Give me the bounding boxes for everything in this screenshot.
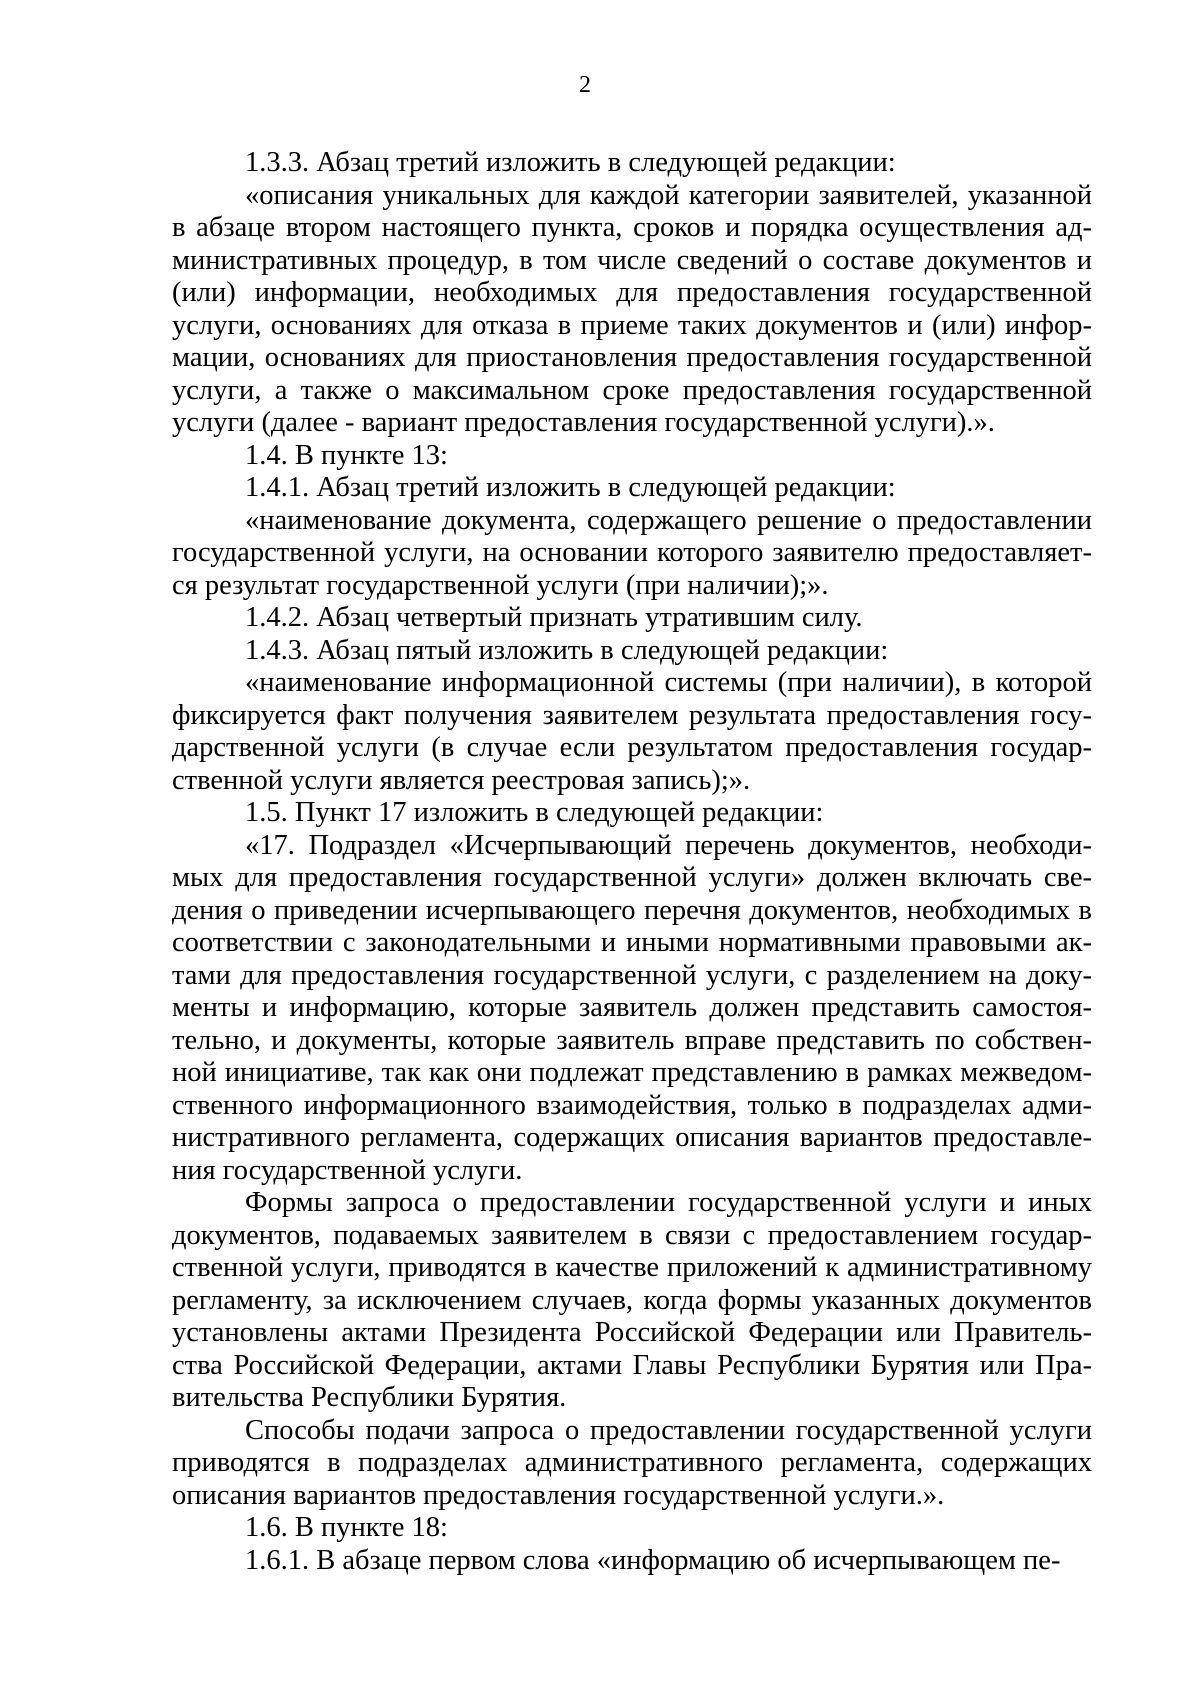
paragraph-quote-document-name: «наименование документа, содержащего решение о предоставлении государственной услуги, на основании которого заявителю предоставляется результат государственной услуги (при наличии);». bbox=[172, 504, 1092, 601]
paragraph-1-4-1: 1.4.1. Абзац третий изложить в следующей редакции: bbox=[245, 472, 896, 503]
paragraph-1-6: 1.6. В пункте 18: bbox=[245, 1512, 448, 1543]
paragraph-1-4: 1.4. В пункте 13: bbox=[245, 439, 448, 471]
paragraph-1-4-3: 1.4.3. Абзац пятый изложить в следующей редакции: bbox=[245, 634, 889, 666]
paragraph-request-forms: Формы запроса о предоставлении государственной услуги и иных документов, подаваемых заявителем в связи с предоставлением государственной услуги, приводятся в качестве приложений к административному регламенту, за исключением случаев, когда формы указанных документов установлены актами Президента Российской Федерации или Правительства Российской Федерации, актами Главы Республики Бурятия или Правительства Республики Бурятия. bbox=[172, 1187, 1092, 1413]
paragraph-1-3-3: 1.3.3. Абзац третий изложить в следующей редакции: bbox=[245, 147, 896, 178]
paragraph-quote-17: «17. Подраздел «Исчерпывающий перечень документов, необходимых для предоставления государственной услуги» должен включать сведения о приведении исчерпывающего перечня документов, необходимых в соответствии с законодательными и иными нормативными правовыми актами для предоставления государственной услуги, с разделением на документы и информацию, которые заявитель должен представить самостоятельно, и документы, которые заявитель вправе представить по собственной инициативе, так как они подлежат представлению в рамках межведомственного информационного взаимодействия, только в подразделах административного регламента, содержащих описания вариантов предоставления государственной услуги. bbox=[172, 829, 1092, 1186]
paragraph-quote-information-system: «наименование информационной системы (при наличии), в которой фиксируется факт получения заявителем результата предоставления государственной услуги (в случае если результатом предоставления государственной услуги является реестровая запись);». bbox=[172, 667, 1092, 796]
paragraph-1-4-2: 1.4.2. Абзац четвертый признать утратившим силу. bbox=[245, 602, 863, 633]
paragraph-quote-descriptions: «описания уникальных для каждой категории заявителей, указанной в абзаце втором настоящего пункта, сроков и порядка осуществления административных процедур, в том числе сведений о составе документов и (или) информации, необходимых для предоставления государственной услуги, основаниях для отказа в приеме таких документов и (или) информации, основаниях для приостановления предоставления государственной услуги, а также о максимальном сроке предоставления государственной услуги (далее - вариант предоставления государственной услуги).». bbox=[172, 179, 1092, 438]
paragraph-1-6-1: 1.6.1. В абзаце первом слова «информацию об исчерпывающем пе- bbox=[245, 1544, 1061, 1576]
paragraph-1-5: 1.5. Пункт 17 изложить в следующей редакции: bbox=[245, 797, 824, 828]
page-number: 2 bbox=[579, 72, 591, 98]
paragraph-submission-methods: Способы подачи запроса о предоставлении государственной услуги приводятся в подразделах административного регламента, содержащих описания вариантов предоставления государственной услуги.». bbox=[172, 1414, 1092, 1511]
document-body bbox=[172, 147, 1092, 1577]
